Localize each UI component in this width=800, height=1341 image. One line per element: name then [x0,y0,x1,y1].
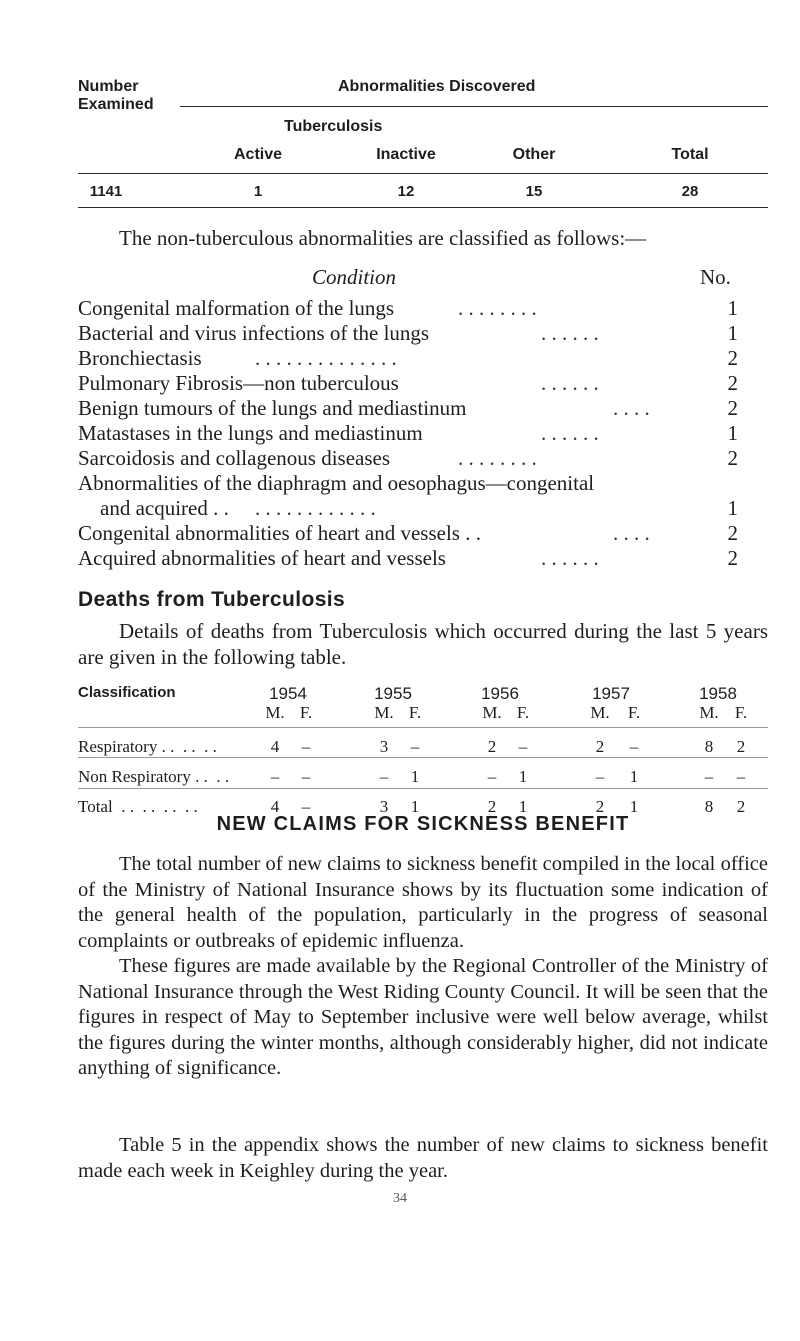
head-abnormalities: Abnormalities Discovered [338,78,536,95]
list-item [78,296,738,322]
sex-label-f: F. [627,703,641,722]
year-header: 1954 [269,684,307,703]
condition-text: Bronchiectasis [78,346,202,370]
leader-dots: . . . . . . [541,546,599,570]
condition-count: 2 [727,396,738,420]
head-number: Number [78,78,139,95]
deaths-cell: – [270,767,280,786]
sex-label-f: F. [516,703,530,722]
table-rule-bottom [78,207,768,208]
deaths-cell: – [379,767,389,786]
sickness-paragraph-1: The total number of new claims to sickness benefit compiled in the local office of the Ministry of National Insurance shows by its fluctuation some indication of the general health of the population, particularly in the progress of seasonal complaints or outbreaks of epidemic influenza. [78,853,768,952]
deaths-row-label: Non Respiratory . . . . [78,767,230,786]
deaths-table-rule [78,757,768,758]
condition-text: and acquired . . [100,496,229,520]
deaths-cell: – [410,737,420,756]
col-inactive: Inactive [376,146,436,163]
sex-label-m: M. [482,703,502,722]
condition-text: Congenital malformation of the lungs [78,296,395,320]
leader-dots: . . . . [613,396,650,420]
value-total: 28 [681,183,699,200]
list-item [78,396,738,422]
list-item [78,346,738,372]
deaths-cell: – [487,767,497,786]
list-item [78,471,738,497]
list-item [78,371,738,397]
condition-text: Congenital abnormalities of heart and vessels . . [78,521,481,545]
year-header: 1957 [592,684,630,703]
leader-dots: . . . . [613,521,650,545]
sickness-paragraph-2: These figures are made available by the Regional Controller of the Ministry of National Insurance through the West Riding County Council. It will be seen that the figures in respect of May to September inclusive were well below average, whilst the figures during the winter months, although considerably higher, did not indicate anything of significance. [78,955,768,1079]
leader-dots: . . . . . . . . [458,446,537,470]
deaths-cell: – [301,737,311,756]
leader-dots: . . . . . . . . . . . . [255,496,376,520]
deaths-cell: 4 [270,797,280,816]
condition-count: 1 [727,296,738,320]
leader-dots: . . . . . . [541,421,599,445]
deaths-table-rule [78,727,768,728]
sex-label-m: M. [265,703,285,722]
col-classification: Classification [78,684,176,701]
col-active: Active [233,146,283,163]
deaths-cell: – [595,767,605,786]
deaths-cell: 2 [595,797,605,816]
year-header: 1958 [699,684,737,703]
condition-text: Sarcoidosis and collagenous diseases [78,446,391,470]
deaths-cell: 4 [270,737,280,756]
condition-text: Pulmonary Fibrosis—non tuberculous [78,371,399,395]
list-item [78,546,738,572]
deaths-cell: 8 [704,797,714,816]
leader-dots: . . . . . . [541,371,599,395]
year-header: 1955 [374,684,412,703]
deaths-cell: – [736,767,746,786]
deaths-cell: 3 [379,797,389,816]
value-other: 15 [525,183,543,200]
deaths-cell: 2 [487,737,497,756]
sex-label-f: F. [299,703,313,722]
year-header: 1956 [481,684,519,703]
deaths-cell: 2 [736,737,746,756]
list-item [78,446,738,472]
condition-count: 1 [727,321,738,345]
condition-count: 1 [727,496,738,520]
deaths-cell: 2 [487,797,497,816]
deaths-cell: 1 [629,797,639,816]
condition-text: Benign tumours of the lungs and mediastinum [78,396,467,420]
value-active: 1 [253,183,263,200]
deaths-cell: – [629,737,639,756]
deaths-cell: 1 [518,767,528,786]
value-examined: 1141 [89,183,123,200]
sickness-heading: NEW CLAIMS FOR SICKNESS BENEFIT [216,813,630,835]
condition-count: 2 [727,346,738,370]
deaths-cell: 1 [629,767,639,786]
head-tuberculosis: Tuberculosis [284,118,383,135]
leader-dots: . . . . . . . . . . . . . . [255,346,397,370]
classification-intro: The non-tuberculous abnormalities are classified as follows:— [119,226,647,250]
condition-text: Bacterial and virus infections of the lungs [78,321,430,345]
deaths-cell: – [704,767,714,786]
condition-count: 1 [727,421,738,445]
deaths-cell: 3 [379,737,389,756]
sex-label-f: F. [734,703,748,722]
leader-dots: . . . . . . . . [458,296,537,320]
col-no: No. [700,265,731,289]
condition-count: 2 [727,371,738,395]
deaths-cell: – [518,737,528,756]
page-number: 34 [393,1191,407,1206]
col-total: Total [671,146,709,163]
deaths-cell: 1 [518,797,528,816]
head-examined: Examined [78,96,154,113]
leader-dots: . . . . . . [541,321,599,345]
list-item [78,321,738,347]
table-rule-top [78,173,768,174]
condition-text: Matastases in the lungs and mediastinum [78,421,423,445]
deaths-heading: Deaths from Tuberculosis [78,588,346,611]
list-item [78,496,738,522]
col-condition: Condition [312,265,397,289]
sex-label-m: M. [699,703,719,722]
header-rule [180,106,768,107]
deaths-cell: – [301,797,311,816]
list-item [78,421,738,447]
deaths-cell: 8 [704,737,714,756]
deaths-cell: 2 [736,797,746,816]
deaths-table-rule [78,788,768,789]
list-item [78,521,738,547]
deaths-cell: 1 [410,797,420,816]
condition-count: 2 [727,446,738,470]
deaths-row-label: Total . . . . . . . . [78,797,198,816]
deaths-row-label: Respiratory . . . . . . [78,737,217,756]
condition-count: 2 [727,521,738,545]
deaths-cell: – [301,767,311,786]
sex-label-f: F. [408,703,422,722]
sex-label-m: M. [590,703,610,722]
condition-count: 2 [727,546,738,570]
condition-text: Acquired abnormalities of heart and vessels [78,546,446,570]
col-other: Other [512,146,556,163]
sickness-paragraph-3: Table 5 in the appendix shows the number of new claims to sickness benefit made each week in Keighley during the year. [78,1134,768,1182]
condition-text: Abnormalities of the diaphragm and oesophagus—congenital [78,471,595,495]
sex-label-m: M. [374,703,394,722]
deaths-cell: 2 [595,737,605,756]
deaths-cell: 1 [410,767,420,786]
value-inactive: 12 [397,183,415,200]
deaths-paragraph: Details of deaths from Tuberculosis which occurred during the last 5 years are given in the following table. [78,619,768,669]
